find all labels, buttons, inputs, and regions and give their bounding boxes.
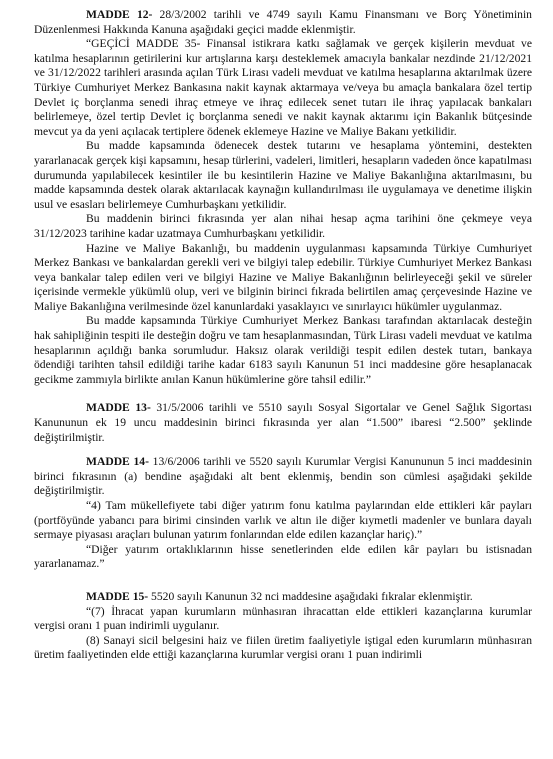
madde-13	[34, 401, 532, 445]
madde-12-intro	[34, 8, 532, 37]
madde-13-text: 31/5/2006 tarihli ve 5510 sayılı Sosyal Sigortalar ve Genel Sağlık Sigortası Kanununun ek 19 uncu maddesinin birinci fıkrasında yer alan “1.500” ibaresi “2.500” şeklinde değiştirilmiştir.	[34, 401, 532, 444]
madde-15-fikra-7: “(7) İhracat yapan kurumların münhasıran ihracattan elde ettikleri kazançlarına kurumlar vergisi oranı 1 puan indirimli uygulanır.	[34, 604, 532, 633]
madde-14	[34, 455, 532, 499]
madde-13-heading: MADDE 13-	[86, 401, 151, 415]
gecici-madde-35-p5: Bu madde kapsamında Türkiye Cumhuriyet Merkez Bankası tarafından aktarılacak desteğin hak sahipliğinin tespiti ile desteğin doğru ve tam hesaplanmasından, Türk Lirası vadeli mevduat ve katılma hesaplarının açıldığı banka sorumludur. Haksız olarak verildiği tespit edilen destek tutarı, bankaya ödendiği tarihten tahsil edildiği tarihe kadar 6183 sayılı Kanunun 51 inci maddesine göre hesaplanacak gecikme zammıyla birlikte anılan Kanun hükümlerine göre tahsil edilir.”	[34, 314, 532, 386]
madde-12-heading: MADDE 12-	[86, 8, 153, 21]
madde-14-subclause: “4) Tam mükellefiyete tabi diğer yatırım fonu katılma paylarından elde ettikleri kâr payları (portföyünde yabancı para birimi cinsinden varlık ve altın ile diğer kıymetli madenler ve bunlara dayalı sermaye piyasası araçları bulunan yatırım fonlarından elde edilen kazançlar hariç).”	[34, 499, 532, 542]
madde-12-text: 28/3/2002 tarihli ve 4749 sayılı Kamu Finansmanı ve Borç Yönetiminin Düzenlenmesi Hakkında Kanuna aşağıdaki geçici madde eklenmiştir.	[34, 8, 532, 36]
gecici-madde-35-p3: Bu maddenin birinci fıkrasında yer alan nihai hesap açma tarihini öne çekmeye veya 31/12/2023 tarihine kadar uzatmaya Cumhurbaşkanı yetkilidir.	[34, 212, 532, 240]
gecici-madde-35-p2: Bu madde kapsamında ödenecek destek tutarını ve hesaplama yöntemini, destekten yararlanacak gerçek kişi kapsamını, hesap türlerini, vadeleri, limitleri, hesapların vadeden önce kapatılması durumunda yapılabilecek kesintiler ile bu kesintilerin Hazine ve Maliye Bakanlığına aktarılmasını, bu madde kapsamında destek olarak aktarılacak kaynağın kullandırılması ile uygulamaya ve denetime ilişkin usul ve esasları belirlemeye Cumhurbaşkanı yetkilidir.	[34, 139, 533, 211]
gecici-madde-35-p1: “GEÇİCİ MADDE 35- Finansal istikrara katkı sağlamak ve gerçek kişilerin mevduat ve katılma hesaplarının getirilerini kur artışlarına karşı desteklemek amacıyla bankalar nezdinde 21/12/2021 ve 31/12/2022 tarihleri arasında açılan Türk Lirası vadeli mevduat ve katılma hesaplarına aktarılmak üzere Türkiye Cumhuriyet Merkez Bankasına nakit kaynak aktarmaya ve/veya bu amaçla bankalara özel tertip Devlet iç borçlanma senedi ihraç etmeye ve ihraç edilecek senet tutarı ile ihraç yapılacak bankaları belirlemeye, özel tertip Devlet iç borçlanma senedi ve nakit kaynak aktarımı için Bakanlık bütçesinde mevcut ya da yeni açılacak tertiplere ödenek eklemeye Hazine ve Maliye Bakanı yetkilidir.	[34, 37, 532, 138]
gecici-madde-35-p4: Hazine ve Maliye Bakanlığı, bu maddenin uygulanması kapsamında Türkiye Cumhuriyet Merkez Bankası ve bankalardan gerekli veri ve bilgiyi talep edebilir. Türkiye Cumhuriyet Merkez Bankası veya bankalar talep edilen veri ve bilgiyi Hazine ve Maliye Bakanlığının belirleyeceği şekil ve süreler içerisinde vermekle yükümlü olup, veri ve bilginin birinci fıkrada belirtilen amaç çerçevesinde Hazine ve Maliye Bakanlığına verilmesinde özel kanunlardaki yasaklayıcı ve sınırlayıcı hükümler uygulanmaz.	[34, 241, 532, 313]
madde-14-sentence: “Diğer yatırım ortaklıklarının hisse senetlerinden elde edilen kâr payları bu istisnadan yararlanamaz.”	[34, 542, 532, 571]
madde-15-heading: MADDE 15-	[86, 589, 149, 603]
madde-14-text: 13/6/2006 tarihli ve 5520 sayılı Kurumlar Vergisi Kanununun 5 inci maddesinin birinci fıkrasının (a) bendine aşağıdaki alt bent eklenmiş, bendin son cümlesi aşağıdaki şekilde değiştirilmiştir.	[34, 455, 532, 498]
madde-15-fikra-8: (8) Sanayi sicil belgesini haiz ve fiilen üretim faaliyetiyle iştigal eden kurumların münhasıran üretim faaliyetinden elde ettiği kazançlarına kurumlar vergisi oranı 1 puan indirimli	[34, 633, 532, 662]
madde-15-text: 5520 sayılı Kanunun 32 nci maddesine aşağıdaki fıkralar eklenmiştir.	[148, 589, 473, 603]
madde-15	[34, 590, 532, 605]
document-body	[34, 8, 532, 663]
madde-14-heading: MADDE 14-	[86, 455, 149, 469]
